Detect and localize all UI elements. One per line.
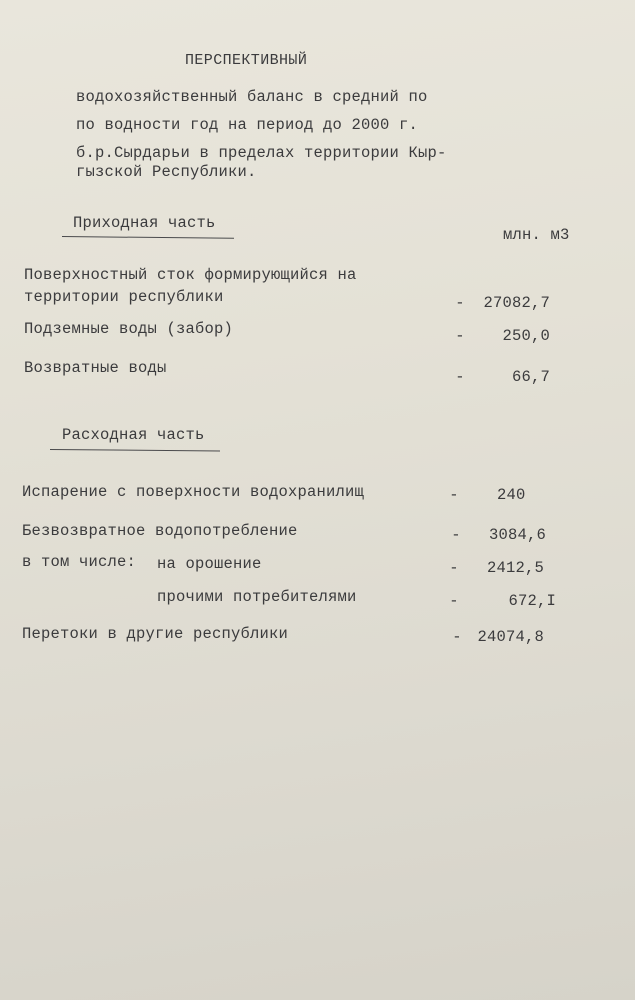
expense-item-5-value: 24074,8 [477,628,544,646]
expense-heading: Расходная часть [62,426,205,444]
expense-item-3-value: 2412,5 [486,559,544,577]
subtitle-line-1: водохозяйственный баланс в средний по [76,88,428,106]
expense-item-3-prefix: в том числе: [22,553,137,571]
expense-item-2-dash: - [451,526,461,544]
unit-label: млн. м3 [503,226,570,244]
expense-heading-underline [50,449,220,452]
income-item-3-label: Возвратные воды [24,359,167,377]
subtitle-line-3: б.р.Сырдарьи в пределах территории Кыр- [76,144,447,162]
expense-item-1-value: 240 [497,486,526,504]
income-heading-underline [62,236,234,239]
income-item-1-value: 27082,7 [483,294,550,312]
expense-item-4-value: 672,I [508,592,556,610]
document-title: ПЕРСПЕКТИВНЫЙ [185,52,308,69]
expense-item-1-label: Испарение с поверхности водохранилищ [22,483,365,501]
income-item-2-value: 250,0 [502,327,550,345]
expense-item-2-label: Безвозвратное водопотребление [22,522,298,540]
expense-item-5-label: Перетоки в другие республики [22,625,289,643]
income-item-1-dash: - [455,294,465,312]
expense-item-3-label: на орошение [157,555,262,573]
income-item-2-label: Подземные воды (забор) [24,320,234,338]
income-item-3-dash: - [455,368,465,386]
expense-item-3-dash: - [449,559,459,577]
income-heading: Приходная часть [73,214,216,232]
income-item-3-value: 66,7 [511,368,550,386]
income-item-2-dash: - [455,327,465,345]
income-item-1-line-1: Поверхностный сток формирующийся на [24,266,357,284]
expense-item-4-label: прочими потребителями [157,588,357,606]
expense-item-2-value: 3084,6 [488,526,546,544]
expense-item-1-dash: - [449,486,459,504]
expense-item-5-dash: - [452,628,462,646]
subtitle-line-2: по водности год на период до 2000 г. [76,116,419,134]
expense-item-4-dash: - [449,592,459,610]
income-item-1-line-2: территории республики [24,288,224,306]
subtitle-line-4: гызской Республики. [76,163,257,181]
